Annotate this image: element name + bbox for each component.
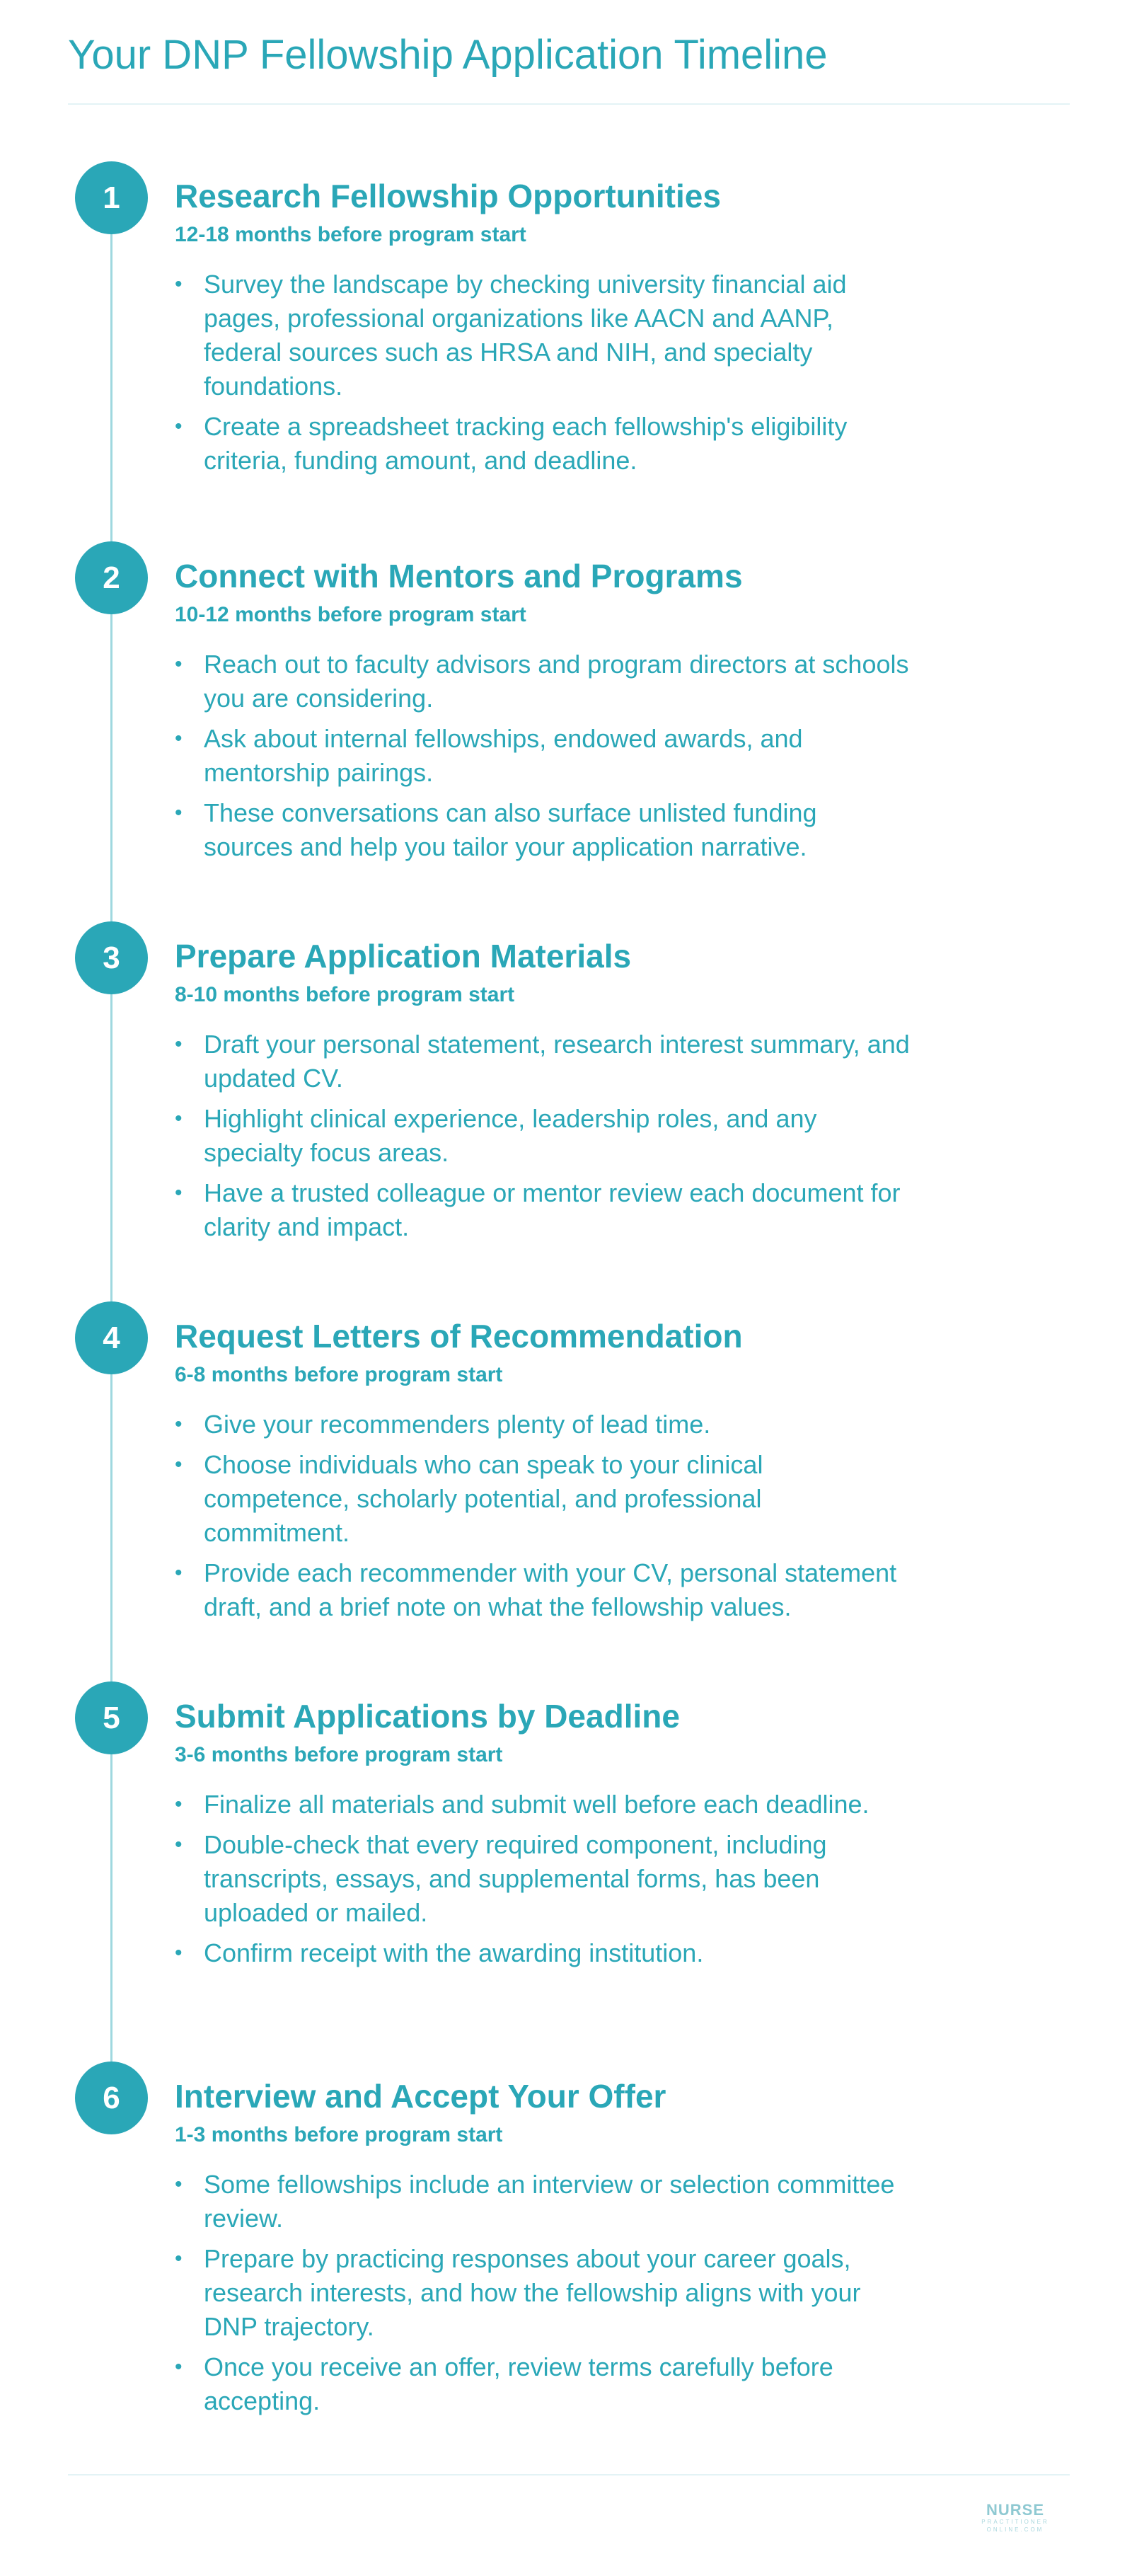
step-bullet: • Reach out to faculty advisors and program directors at schools you are considering. [175,648,911,715]
step-bullet: • Provide each recommender with your CV, personal statement draft, and a brief note on what the fellowship values. [175,1556,911,1624]
step-number-badge: 3 [75,921,148,994]
step-number-badge: 4 [75,1301,148,1374]
site-logo [974,2502,1057,2534]
step-title: Submit Applications by Deadline [175,1698,680,1735]
logo-subline: ONLINE.COM [986,2526,1044,2533]
step-bullet: • Choose individuals who can speak to your clinical competence, scholarly potential, and professional commitment. [175,1448,911,1550]
step-bullet: • Highlight clinical experience, leadership roles, and any specialty focus areas. [175,1102,911,1170]
step-bullet: • Ask about internal fellowships, endowed awards, and mentorship pairings. [175,722,911,790]
step-bullet: • Give your recommenders plenty of lead time. [175,1408,911,1442]
step-bullet: • These conversations can also surface unlisted funding sources and help you tailor your application narrative. [175,796,911,864]
step-bullet-list [175,1408,911,1631]
step-title: Prepare Application Materials [175,938,632,974]
logo-subline: PRACTITIONER [981,2519,1049,2525]
step-timing: 10-12 months before program start [175,603,526,626]
step-bullet-list [175,648,911,870]
page-title: Your DNP Fellowship Application Timeline [68,32,828,78]
step-bullet-list [175,1028,911,1250]
step-bullet: • Survey the landscape by checking university financial aid pages, professional organizations like AACN and AANP, federal sources such as HRSA and NIH, and specialty foundations. [175,268,911,403]
step-bullet: • Some fellowships include an interview or selection committee review. [175,2168,911,2236]
step-title: Interview and Accept Your Offer [175,2078,666,2115]
step-number-badge: 1 [75,161,148,234]
step-title: Connect with Mentors and Programs [175,558,743,594]
step-timing: 3-6 months before program start [175,1743,503,1766]
step-bullet: • Confirm receipt with the awarding institution. [175,1936,911,1970]
step-bullet: • Finalize all materials and submit well before each deadline. [175,1788,911,1822]
step-number-badge: 6 [75,2062,148,2134]
step-bullet: • Have a trusted colleague or mentor review each document for clarity and impact. [175,1176,911,1244]
step-number-badge: 2 [75,541,148,614]
step-timing: 1-3 months before program start [175,2123,503,2146]
step-timing: 8-10 months before program start [175,983,515,1006]
timeline-line [110,198,112,2098]
step-bullet-list [175,268,911,484]
step-number-badge: 5 [75,1681,148,1754]
step-timing: 12-18 months before program start [175,223,526,246]
header-divider [68,103,1070,105]
step-bullet: • Prepare by practicing responses about your career goals, research interests, and how the fellowship aligns with your DNP trajectory. [175,2242,911,2344]
step-bullet-list [175,2168,911,2425]
step-timing: 6-8 months before program start [175,1363,503,1386]
step-bullet: • Draft your personal statement, research interest summary, and updated CV. [175,1028,911,1096]
footer-divider [68,2474,1070,2476]
step-title: Request Letters of Recommendation [175,1318,743,1355]
step-bullet: • Create a spreadsheet tracking each fellowship's eligibility criteria, funding amount, and deadline. [175,410,911,478]
step-bullet-list [175,1788,911,1977]
step-bullet: • Once you receive an offer, review terms carefully before accepting. [175,2350,911,2418]
logo-wordmark: NURSE [986,2501,1044,2519]
step-bullet: • Double-check that every required component, including transcripts, essays, and supplemental forms, has been uploaded or mailed. [175,1828,911,1930]
step-title: Research Fellowship Opportunities [175,178,721,214]
